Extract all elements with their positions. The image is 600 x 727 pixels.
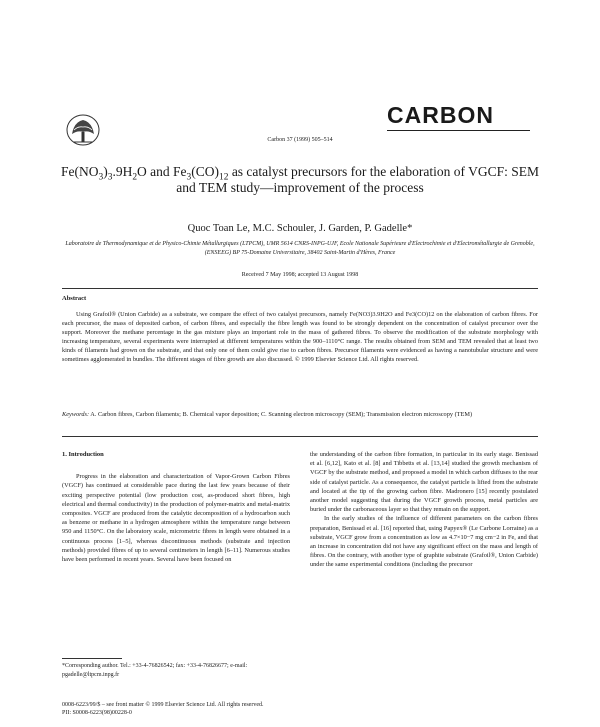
keywords-label: Keywords: xyxy=(62,411,90,418)
keywords xyxy=(62,410,538,419)
keywords-list: A. Carbon fibres, Carbon filaments; B. Chemical vapor deposition; C. Scanning electron microscopy (SEM); Transmission electron microscopy (TEM) xyxy=(90,411,473,418)
paragraph: the understanding of the carbon fibre formation, in particular in its early stage. Benissad et al. [6,12], Kato et al. [8] and Tibbetts et al. [13,14] studied the growth mechanism of VGCF by the substrate method, and proposed a model in which carbon diffuses to the rear side of catalyst particle. As a consequence, the catalyst particle is lifted from the substrate and located at the tip of the growing carbon fibre. Madronero [15] recently postulated another model suggesting that during the VGCF growth process, metal particles are buried under the carbonaceous layer so that they remain on the support. xyxy=(310,451,538,514)
paragraph: Progress in the elaboration and characterization of Vapor-Grown Carbon Fibres (VGCF) has continued at considerable pace during the last few years because of their exciting perspective potential (low production cost, as-produced short fibres, high electrical and thermal conductivity) in the production of polymer-matrix and metal-matrix composites. VGCF are produced from the catalytic decomposition of a hydrocarbon such as benzene or methane in a hydrogen atmosphere within the temperature range between 950 and 1150°C. On the laboratory scale, micrometric fibres in length were obtained in a continuous process [1–5], whereas discontinuous methods (substrate and injection methods) provided fibres of up to several centimeters in length [6–11]. Numerous studies have been performed in recent years. Several have been focused on xyxy=(62,473,290,564)
page-footer xyxy=(62,701,538,717)
abstract-bottom-rule xyxy=(62,436,538,437)
abstract-top-rule xyxy=(62,288,538,289)
author-list: Quoc Toan Le, M.C. Schouler, J. Garden, P. Gadelle* xyxy=(187,223,413,234)
footnote-rule xyxy=(62,658,122,659)
copyright-line: 0008-6223/99/$ – see front matter © 1999 Elsevier Science Ltd. All rights reserved. xyxy=(62,702,264,708)
abstract-body: Using Grafoil® (Union Carbide) as a substrate, we compare the effect of two catalyst precursors, namely Fe(NO3)3.9H2O and Fe3(CO)12 on the elaboration of carbon fibres. For each precursor, the mass of deposited carbon, of carbon fibres, and especially the fibre length was found to be strongly dependent on the concentration of catalyst precursor over the support. Moreover the methane percentage in the gas mixture plays an important role in the mass of gathered fibres. To observe the modification of the substrate morphology with increasing temperature, several experiments were interrupted at different temperatures within the 900–1110°C range. The results obtained from SEM and TEM revealed that at least two kinds of filaments had grown on the substrate, and that only one of them could give rise to carbon fibres. Precursor filaments were evidenced as having a nanotubular structure and were sometimes agglomerated in bundles. The different stages of fibre growth are also discussed. © 1999 Elsevier Science Ltd. All rights reserved. xyxy=(62,311,538,363)
pii-line: PII: S0008-6223(98)00228-0 xyxy=(62,710,132,716)
corresponding-author-footnote: *Corresponding author. Tel.: +33-4-76826542; fax: +33-4-76826677; e-mail: pgadelle@ltpcm.inpg.fr xyxy=(62,663,248,678)
article-title: $Fe(NO_3)_3.9H_2O$ and $Fe_3(CO)_{12}$ as catalyst precursors for the elaboration of VGCF: SEM and TEM study—improvement of the process xyxy=(61,164,539,195)
journal-reference: Carbon 37 (1999) 505–514 xyxy=(267,137,333,143)
received-dates: Received 7 May 1998; accepted 13 August 1998 xyxy=(241,272,359,278)
affiliation: Laboratoire de Thermodynamique et de Physico-Chimie Métallurgiques (LTPCM), UMR 5614 CNRS-INPG-UJF, Ecole Nationale Supérieure d'Electrochimie et d'Electrométallurgie de Grenoble, (ENSEEG) BP 75-Domaine Universitaire, 38402 Saint-Martin d'Hères, France xyxy=(65,241,535,256)
brand-underline xyxy=(387,130,530,131)
right-column xyxy=(310,450,538,570)
publisher-tree-logo-icon xyxy=(64,112,102,150)
abstract-heading: Abstract xyxy=(62,295,87,302)
journal-brand: CARBON xyxy=(387,102,494,128)
paragraph: In the early studies of the influence of different parameters on the carbon fibres preparation, Benissad et al. [16] reported that, using Papyex® (Le Carbone Lorraine) as a substrate, VGCF grow from a concentration as low as 4.7×10−7 mg cm−2 in Fe, and that an increase in concentration did not have any significant effect on the mass and length of fibres. On the contrary, with another type of graphite substrate (Grafoil®, Union Carbide) under the same experimental conditions (including the precursor xyxy=(310,515,538,569)
section-heading: 1. Introduction xyxy=(62,451,104,458)
left-column xyxy=(62,450,290,564)
